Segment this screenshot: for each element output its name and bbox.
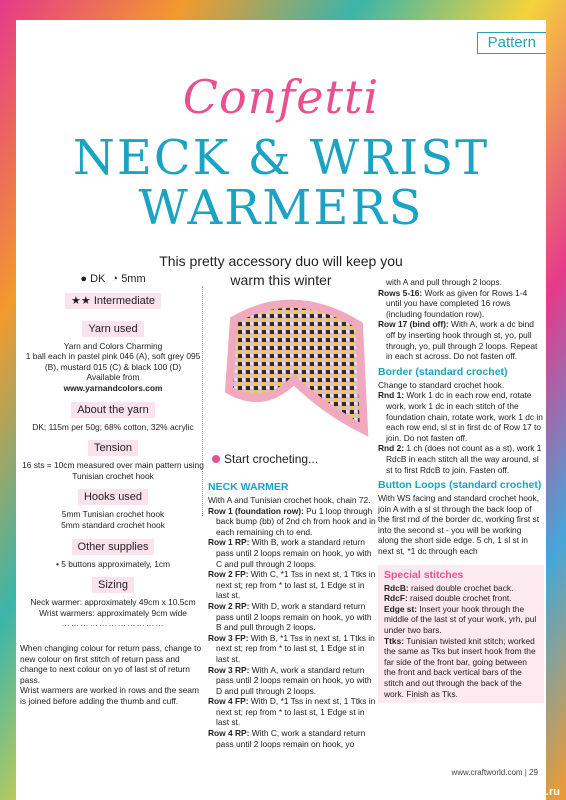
sizing-heading: Sizing xyxy=(92,577,134,593)
pattern-row: Rnd 1: Work 1 dc in each row end, rotate work, work 1 dc in each stitch of the foundation chain, rotate work, work 1 dc in each row end, sl st in first dc of Row 17 to join. Do not fasten off. xyxy=(378,390,543,443)
special-stitches-heading: Special stitches xyxy=(384,568,464,581)
skill-level: Intermediate xyxy=(93,294,155,307)
column-divider xyxy=(202,286,203,516)
yarn-used-section xyxy=(20,321,206,394)
note-paragraph-2: Wrist warmers are worked in rows and the seam is joined before adding the thumb and cuff. xyxy=(20,685,200,706)
note-paragraph-1: When changing colour for return pass, change to new colour on first stitch of return pass and change to next colour on yo of last st of return pass. xyxy=(20,642,202,685)
sizing-section xyxy=(20,577,206,629)
yarn-brand: Yarn and Colors Charming xyxy=(63,340,163,351)
border-intro: Change to standard crochet hook. xyxy=(378,379,505,390)
info-column xyxy=(20,274,206,706)
section-tag: Pattern xyxy=(477,32,546,54)
hook-size: 5mm xyxy=(121,273,146,285)
yarn-weight: DK xyxy=(90,273,106,285)
neck-warmer-photo xyxy=(214,290,374,450)
supplies-section xyxy=(20,539,206,570)
pattern-row: Row 3 FP: With B, *1 Tss in next st, 1 Ttks in next st; rep from * to last st, 1 Edge st in last st. xyxy=(208,632,375,664)
neck-warmer-intro: With A and Tunisian crochet hook, chain 72. xyxy=(208,495,371,505)
button-loops-text: With WS facing and standard crochet hook, join A with a sl st through the back loop of the first rnd of the border dc, working first st into the second st - you will be working along the short side edge. 5 ch, 1 sl st in next st, *1 dc through each xyxy=(378,493,540,557)
pattern-row: Row 1 (foundation row): Pu 1 loop through back bump (bb) of 2nd ch from hook and in each remaining ch to end. xyxy=(208,505,376,537)
yarn-available: Available from xyxy=(86,372,140,383)
pattern-row: Row 2 RP: With D, work a standard return pass until 2 loops remain on hook, yo with B and pull through 2 loops. xyxy=(208,600,372,633)
special-stitches-box xyxy=(378,565,544,704)
magazine-page xyxy=(16,20,546,800)
stitch-definition: RdcF: raised double crochet front. xyxy=(384,593,512,604)
sizing-neck: Neck warmer: approximately 49cm x 10.5cm xyxy=(30,597,196,608)
title-line-1: NECK & WRIST xyxy=(72,130,490,186)
tension-section xyxy=(20,440,206,481)
about-yarn-text: DK; 115m per 50g; 68% cotton, 32% acrylic xyxy=(32,421,194,432)
subtitle: This pretty accessory duo will keep you warm this winter xyxy=(159,253,403,288)
continued-column xyxy=(378,277,544,703)
hooks-heading: Hooks used xyxy=(78,489,148,505)
yarn-url[interactable]: www.yarnandcolors.com xyxy=(63,382,163,393)
supplies-text: • 5 buttons approximately, 1cm xyxy=(55,558,171,569)
colour-note xyxy=(20,643,206,707)
pattern-row: Row 4 FP: With D, *1 Tss in next st, 1 Ttks in next st; rep from * to last st, 1 Edge st in last st. xyxy=(208,696,376,728)
hooks-section xyxy=(20,489,206,530)
tension-heading: Tension xyxy=(88,440,138,456)
tension-text: 16 sts = 10cm measured over main pattern using Tunisian crochet hook xyxy=(22,460,204,481)
row-continuation: with A and pull through 2 loops. xyxy=(386,277,502,287)
start-text: Start crocheting... xyxy=(224,452,319,466)
yarn-used-heading: Yarn used xyxy=(82,321,143,337)
watermark: PassionForum.ru xyxy=(469,786,560,798)
sizing-wrist: Wrist warmers: approximately 9cm wide xyxy=(39,607,187,618)
hook-line-2: 5mm standard crochet hook xyxy=(61,519,165,530)
pattern-row: Row 17 (bind off): With A, work a dc bind off by inserting hook through st, yo, pull through, yo, pull through 2 loops. Repeat in each st across. Do not fasten off. xyxy=(378,319,538,362)
border-heading: Border (standard crochet) xyxy=(378,365,508,378)
button-loops-heading: Button Loops (standard crochet) xyxy=(378,479,542,492)
about-yarn-heading: About the yarn xyxy=(71,402,155,418)
level-row xyxy=(20,293,206,313)
stars-icon: ★★ xyxy=(71,294,91,307)
title-script: Confetti xyxy=(182,70,380,124)
pattern-row: Row 3 RP: With A, work a standard return pass until 2 loops remain on hook, yo with D and pull through 2 loops. xyxy=(208,664,372,696)
title-line-2: WARMERS xyxy=(138,180,424,236)
pattern-row: Row 2 FP: With C, *1 Tss in next st, 1 Ttks in next st; rep from * to last st, 1 Edge st in last st. xyxy=(208,569,376,601)
pattern-row: Row 4 RP: With C, work a standard return pass until 2 loops remain on hook, yo xyxy=(208,728,366,749)
pattern-row: Rows 5-16: Work as given for Rows 1-4 until you have completed 16 rows (including foundation row). xyxy=(378,287,528,319)
bullet-dot-icon xyxy=(212,455,220,463)
weight-hook-row xyxy=(20,274,206,285)
stitch-definition: RdcB: raised double crochet back. xyxy=(384,582,514,593)
pattern-row: Row 1 RP: With B, work a standard return pass until 2 loops remain on hook, yo with C and pull through 2 loops. xyxy=(208,537,372,569)
neck-warmer-column xyxy=(208,477,376,749)
dotted-rule: …………………………… xyxy=(61,618,165,629)
hook-icon: ◔ xyxy=(111,273,119,285)
stitch-definition: Edge st: Insert your hook through the middle of the last st of your work, yrh, pul under two bars. xyxy=(384,603,537,636)
yarn-detail: 1 ball each in pastel pink 046 (A), soft grey 095 (B), mustard 015 (C) & black 100 (D) xyxy=(25,351,201,372)
start-heading xyxy=(212,452,318,466)
page-footer: www.craftworld.com | 29 xyxy=(451,768,538,777)
stitch-definition: Ttks: Tunisian twisted knit stitch; worked the same as Tks but insert hook from the far side of the front bar, going between the front and back vertical bars of the stitch and out through the back of the work. Finish as Tks. xyxy=(384,635,536,699)
neck-warmer-heading: NECK WARMER xyxy=(208,481,289,493)
pattern-row: Rnd 2: 1 ch (does not count as a st), work 1 RdcB in each stitch all the way around, sl st to first RdcB to join. Fasten off. xyxy=(378,443,542,475)
hook-line-1: 5mm Tunisian crochet hook xyxy=(61,509,165,520)
yarn-ball-icon: ● xyxy=(80,273,87,285)
supplies-heading: Other supplies xyxy=(72,539,155,555)
about-yarn-section xyxy=(20,402,206,433)
